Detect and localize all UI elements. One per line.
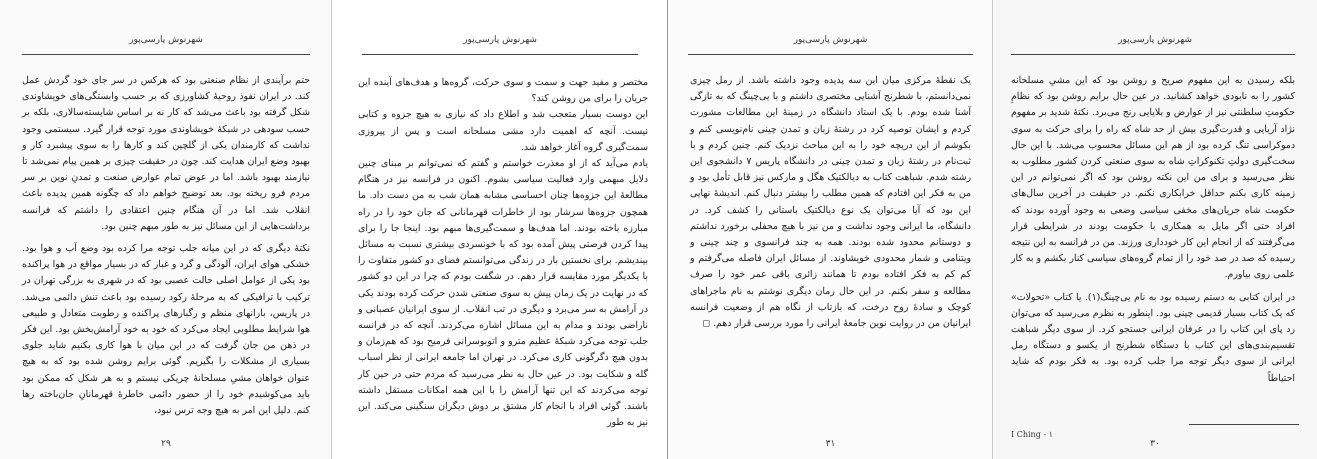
page-number: ۳۰ bbox=[1150, 439, 1160, 449]
header-rule bbox=[688, 54, 973, 55]
header-rule bbox=[362, 54, 638, 55]
page-number: ۲۹ bbox=[161, 439, 171, 449]
page-right bbox=[993, 0, 1317, 459]
paragraph: یادم می‌آید که از او معذرت خواستم و گفتم که نمی‌توانم بر مبنای چنین دلایل مبهمی وارد فعالیت سیاسی بشوم. اکنون در فرانسه نیز در هنگام مطالعهٔ این جزوه‌ها چنان احساسی مشابه همان شب به من دست داد. ما همچون جزوه‌ها سرشار بود از خاطرات قهرمانانی که جان خود را در راه مبارزه باخته بودند. اما هدف‌ها و سمت‌گیری‌ها مبهم بود. اینجا جا را برای پیدا کردن فرصتی پیش آمده بود که با خونسردی بیشتری نسبت به مسائل بیندیشم. برای نخستین بار در زندگی می‌توانستم فضای دو کشور متفاوت را با یکدیگر مورد مقایسه قرار دهم. در شگفت بودم که چرا در این دو کشور که در نهایت در یک زمان پیش به سوی صنعتی شدن حرکت کرده بودند یکی در آرامش به سر می‌برد و دیگری در تب انقلاب. از سوی ایرانیان عصبانی و ناراضی بودند و مدام به این مسائل اشاره می‌کردند. آنچه که در فرانسه جلب توجه می‌کرد شبکهٔ عظیم مترو و اتوبوسرانی فرمیح بود که هم‌زمان و بدون هیچ دگرگونی کاری می‌کرد. در تهران اما جامعه ایرانی از نظر اسباب گله و شکایت بود. در عین حال به نظر می‌رسید که مردم حتی در حین کار توجه می‌کردند که این تنها آرامش را با این همه امکانات مستقل داشته باشند. گوئی افراد با انجام کار مشتق بر دوش دیگران سنگینی می‌کند. این نیز به طور bbox=[358, 158, 648, 429]
page-body bbox=[358, 75, 648, 431]
header-rule bbox=[22, 54, 310, 55]
paragraph: مختصر و مفید جهت و سمت و سوی حرکت، گروه‌ها و هدف‌های آینده این جریان را برای من روشن کند؟ bbox=[358, 77, 648, 105]
paragraph: این دوست بسیار متعجب شد و اطلاع داد که نیازی به هیچ جزوه و کتابی نیست. آنچه که اهمیت دارد مشی مسلحانه است و پس از پیروزی سمت‌گیری گروه آغاز خواهد شد. bbox=[358, 109, 648, 153]
page-body bbox=[1011, 73, 1295, 387]
running-header: شهرنوش پارسی‌پور bbox=[1118, 35, 1192, 45]
page-left bbox=[0, 0, 332, 459]
header-rule bbox=[1011, 54, 1295, 55]
running-header: شهرنوش پارسی‌پور bbox=[129, 35, 203, 45]
page-number: ۳۱ bbox=[825, 439, 836, 449]
paragraph: یک نقطهٔ مرکزی میان این سه پدیده وجود داشته باشد. از رمل چیزی نمی‌دانستم، با شطرنج آشنایی مختصری داشتم و با یی‌چینگ که به تازگی آشنا شده بودم. با یک استاد دانشگاه در زمینهٔ این مطالعات مشورت کردم و ایشان توصیه کرد در رشتهٔ زبان و تمدن چینی نام‌نویسی کنم و بکوشم از این دریچه خود را به این مباحث نزدیک کنم. چنین کردم و با ثبت‌نام در رشته‌ٔ زبان و تمدن چینی در دانشگاه پاریس ۷ دانشجوی این رشته شدم. شباهت کتاب به دیالکتیک هگل و مارکس نیز قابل تأمل بود و من به فکر این افتادم که همین مطلب را بیشتر دنبال کنم. اندیشهٔ نهایی این بود که آیا می‌توان یک نوع دیالکتیک باستانی را کشف کرد. در دانشگاه، ما ایرانی وجود نداشت و من نیز با هیچ محفلی برخورد نداشتم و دوستانم محدود شده بودند. همه به چند فرانسوی و چند چینی و ویتنامی و شمار محدودی خویشاوند. از مسائل ایران فاصله می‌گرفتم و کم کم به فکر افتاده بودم تا همانند زائری باقی عمر خود را صرف مطالعه و سفر بکنم. در این حال رمان دیگری نوشتم به نام ماجراهای کوچک و سادهٔ روح درخت، که بازتاب از نگاه هم از وضعیت فرانسه ایرانیان من در روایت نوین جامعهٔ ایرانی را مورد بررسی قرار دهم. ◻ bbox=[690, 75, 971, 330]
page-center-left bbox=[332, 0, 668, 459]
footnote: I Ching - ۱ bbox=[1011, 430, 1053, 439]
paragraph: نکتهٔ دیگری که در این میانه جلب توجه مرا کرده بود وضع آب و هوا بود. خشکی هوای ایران، آلودگی و گرد و غبار که در بسیار مواقع در هوا پراکنده بود یکی از عوامل اصلی حالت عصبی بود که در شهری به بزرگی تهران در ترکیب با ترافیکی که به مرحلهٔ رکود رسیده بود باعث تنش دائمی می‌شد. در پاریس، بارانهای منظم و رگبارهای پراکنده و رطوبت متعادل و طبیعی هوا شرایط مطلوبی ایجاد می‌کرد که خود به خود آرامش‌بخش بود. این فکر در ذهن من جان گرفت که در این میان با هوا کاری بکنیم شاید جلوی بسیاری از مشکلات را بگیریم. گوئی برایم روشن شده بود که به هیچ عنوان خواهان مشیِ مسلحانهٔ چریکی نیستم و به هر شکل که ممکن بود باید می‌کوشیدم خود را از حضور دائمی خاطرهٔ قهرمانانِ جان‌باخته رها کنم. دلیل این امر به هیچ وجه ترس نبود، bbox=[22, 243, 310, 417]
page-center-right bbox=[668, 0, 993, 459]
page-body bbox=[690, 73, 971, 332]
paragraph: بلکه رسیدن به این مفهوم صریح و روشن بود که این مشیِ مسلحانه کشور را به نابودی خواهد کشانید. در عین حال برایم روشن بود که نظامِ حکومتِ سلطنتی نیز از عوارض و بلایایی رنج می‌برد. نکته‌ٔ شدید بر مفهوم نژاد آریایی و قدرت‌گیری بیش از حد شاه که راه را برای حرکت به سوی دموکراسی تنگ کرده بود از هم این مسائل محسوب می‌شد. با این حال سخت‌گیری دولتِ تکنوکراتِ شاه به سوی صنعتی کردن کشور مطلوب به نظر می‌رسید و برای من این نکته روشن بود که اگر نمی‌توانم در این زمینه کاری بکنم حداقل خرابکاری نکنم. در حقیقت در آخرین سال‌های حکومت شاه جریان‌های مخفی سیاسی وضعی به وجود آورده بودند که افراد حتی اگر مایل به همکاری با حکومت بودند در شرایطی قرار می‌گرفتند که از انجام این کار خودداری ورزند. من در فرانسه به این نتیجه رسیده که صد در صد خود را از تمام گروه‌های سیاسی کنار بکشم و به کار علمی روی بیاورم. bbox=[1011, 75, 1295, 281]
footnote-rule bbox=[1189, 424, 1299, 425]
running-header: شهرنوش پارسی‌پور bbox=[463, 35, 537, 45]
paragraph: حتم برآیندی از نظام صنعتی بود که هرکس در سر جای خود گردش عمل کند. در ایران نفوذ روحیهٔ کشاورزی که بر حسب وابستگی‌های خویشاوندی شکل گرفته بود باعث می‌شد که کار نه بر اساس شایسته‌سالاری، بلکه بر حسب سودهی در شبکهٔ خویشاوندی مورد توجه قرار گیرد. سیستمی وجود نداشت که کارمندان یکی از گلچین کند و کارها را به سوی پیشبرد کار و بهبود وضع ایران هدایت کند. چون در حقیقت چیزی بر همین پیام نمی‌شد تا نیازمند بهبود باشد. اما در عوض تمام عوارض صنعت و تمدنِ نوین بر سر مردم فرو ریخته بود. بعد توضیح خواهم داد که چگونه همین پدیده باعث انقلاب شد. اما در آن هنگام چنین اعتقادی را داشتم که فرانسه برداشت‌هایی از این مسائل نیز به طور مبهم چنین بود. bbox=[22, 75, 310, 232]
page-body bbox=[22, 73, 310, 419]
paragraph: در ایران کتابی به دستم رسیده بود به نام یی‌چینگ(۱). یا کتاب «تحولات» که یک کتاب بسیار قدیمی چینی بود. اینطور به نظرم می‌رسید که می‌توان رد پای این کتاب را در عرفان ایرانی جستجو کرد. از سوی دیگر شباهت تقسیم‌بندی‌های این کتاب با دستگاه شطرنج از یکسو و دستگاه رمل ایرانی از سوی دیگر توجه مرا جلب کرده بود. به فکر بودم که شاید احتیاطاً bbox=[1011, 291, 1295, 384]
running-header: شهرنوش پارسی‌پور bbox=[793, 35, 868, 45]
